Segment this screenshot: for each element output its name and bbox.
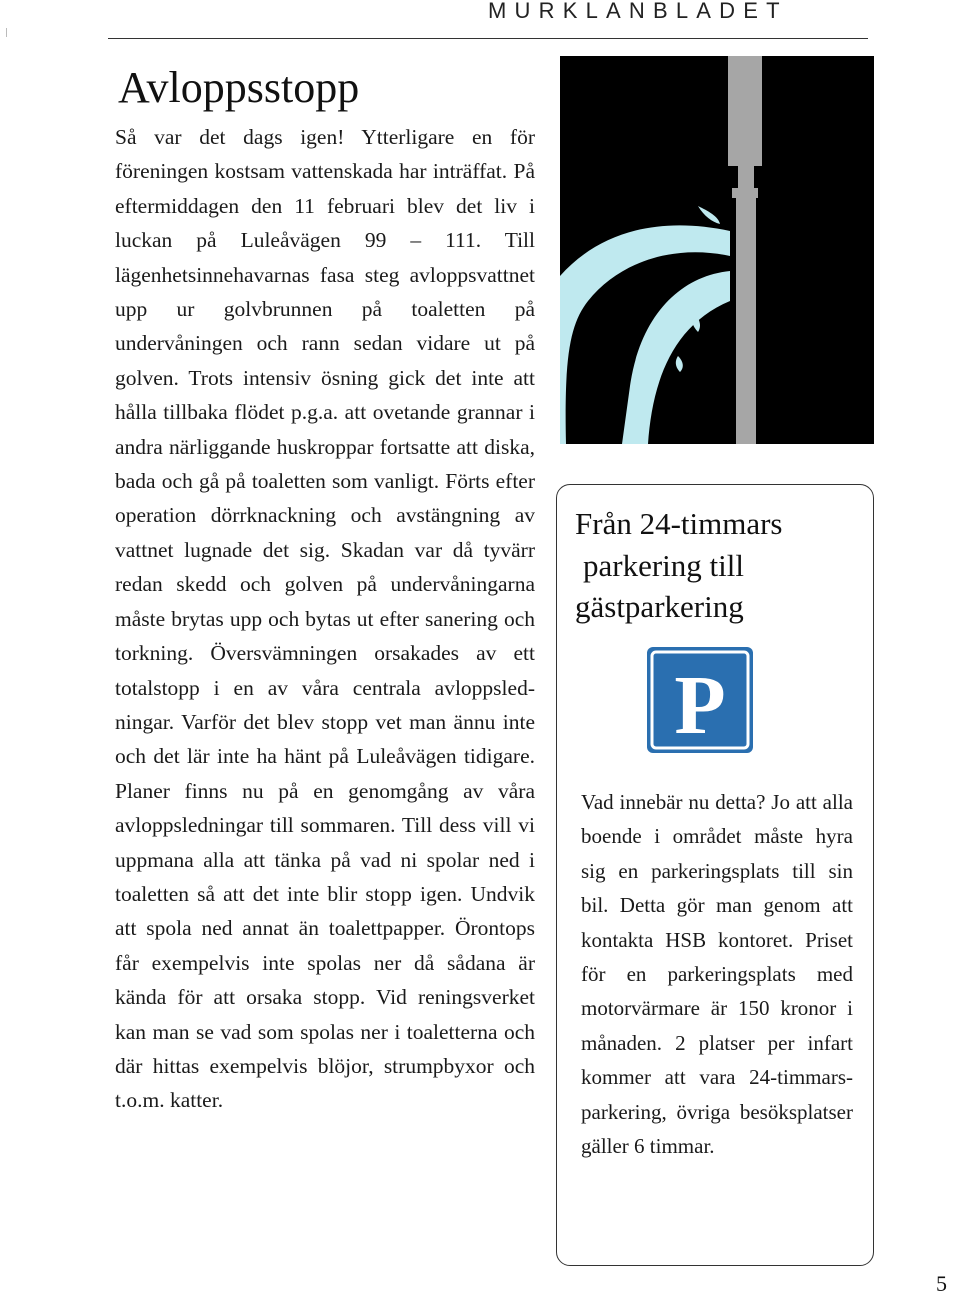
drain-pipe-illustration: [560, 56, 874, 444]
parking-title-line-3: gästparkering: [575, 589, 744, 624]
parking-notice-body: Vad innebär nu detta? Jo att alla boende i området måste hyra sig en parkeringsplats till sin bil. Detta gör man genom att kontakta HSB kontoret. Priset för en parkeringsplats med motorvärmare är 150 kronor i månaden. 2 platser per infart kommer att vara 24-timmarsparkering, övriga besöksplatser gäller 6 timmar.: [581, 790, 853, 1159]
article-title: Avloppsstopp: [118, 63, 360, 112]
parking-title-line-2: parkering till: [583, 547, 744, 583]
pipe-neck: [738, 164, 754, 188]
masthead-rule: [108, 38, 868, 39]
parking-notice-title: [575, 503, 865, 628]
parking-title-line-1: Från 24-timmars: [575, 506, 783, 541]
article-drain-blockage: [115, 62, 535, 1118]
crop-mark: [6, 28, 7, 37]
parking-sign-icon: [645, 645, 755, 755]
pipe-joint: [732, 188, 758, 198]
pipe-lower: [736, 198, 756, 444]
pipe-top: [728, 56, 762, 166]
page-number: 5: [936, 1271, 947, 1296]
article-body: Så var det dags igen! Ytterligare en för föreningen kostsam vattenskada har inträffat. På eftermiddagen den 11 februari blev det liv i luckan på Luleåvägen 99 – 111. Till lägenhetsinnehavarnas fasa steg avloppsvattnet upp ur golvbrunnen på toaletten på undervåningen och rann sedan vidare ut på golven. Trots intensiv ösning gick det inte att hålla tillbaka flödet p.g.a. att ovetande grannar i andra närliggande huskroppar fortsatte att diska, bada och gå på toaletten som vanligt. Förts efter operation dörrknackning och avstängning av vattnet lugnade det sig. Skadan var då tyvärr redan skedd och golven på undervåningarna måste brytas upp och bytas ut efter sanering och torkning. Översvämningen orsakades av ett totalstopp i en av våra centrala avloppsledningar. Varför det blev stopp vet man ännu inte och det lär inte ha hänt på Luleåvägen tidigare. Planer finns nu på en genomgång av våra avloppsledningar till sommaren. Till dess vill vi uppmana alla att tänka på vad ni spolar ned i toaletten så att det inte blir stopp igen. Undvik att spola ned annat än toalettpapper. Örontops får exempelvis inte spolas ner då sådana är kända för att orsaka stopp. Vid reningsverket kan man se vad som spolas ner i toaletterna och där hittas exempelvis blöjor, strumpbyxor och t.o.m. katter.: [115, 125, 535, 1113]
parking-notice-box: [556, 484, 874, 1266]
parking-sign-letter: P: [674, 659, 726, 752]
masthead-title: MURKLANBLADET: [488, 0, 788, 23]
